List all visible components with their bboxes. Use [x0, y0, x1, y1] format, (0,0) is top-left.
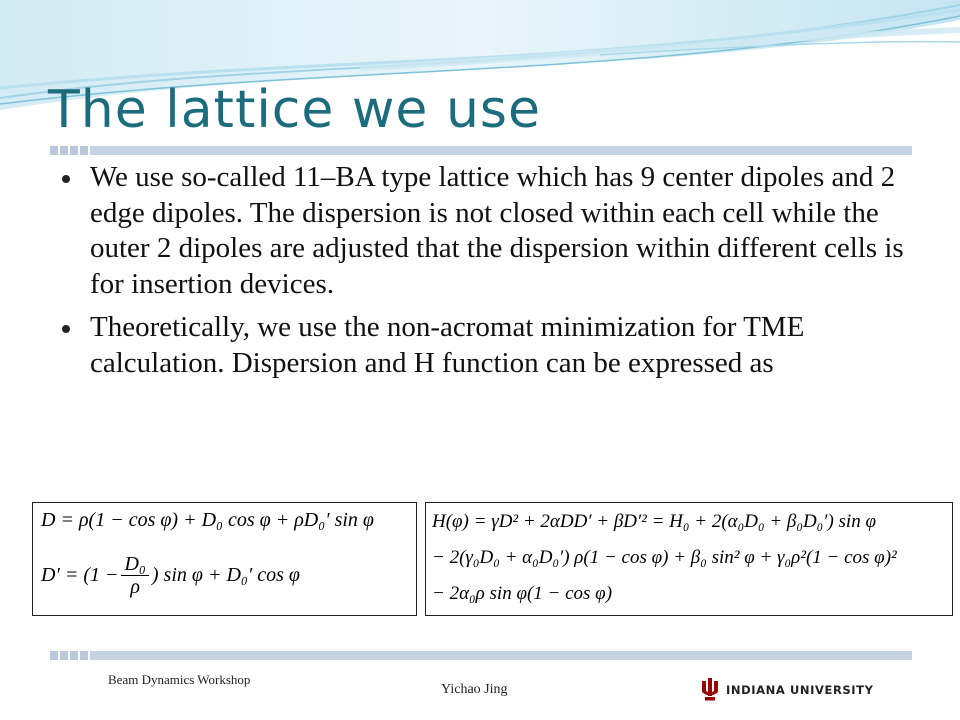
bullet-item	[60, 310, 920, 381]
dispersion-equations-box	[32, 502, 417, 616]
dispersion-equation: D = ρ(1 − cos φ) + D₀ cos φ + ρD₀′ sin φ	[41, 509, 374, 531]
h-function-line-1: H(φ) = γD² + 2αDD′ + βD′² = H₀ + 2(α₀D₀ + β₀D₀′) sin φ	[432, 511, 876, 532]
fraction	[121, 553, 148, 598]
title-divider	[50, 146, 912, 155]
bullet-item	[60, 160, 920, 302]
bullet-list	[60, 160, 920, 389]
equation-suffix: ) sin φ + D₀′ cos φ	[151, 564, 300, 586]
h-function-equations-box	[425, 502, 953, 616]
equation-prefix: D′ = (1 −	[41, 564, 119, 586]
dispersion-derivative-equation	[41, 553, 300, 598]
fraction-numerator: D₀	[121, 553, 148, 576]
h-function-line-2: − 2(γ₀D₀ + α₀D₀′) ρ(1 − cos φ) + β₀ sin² φ + γ₀ρ²(1 − cos φ)²	[432, 547, 897, 568]
fraction-denominator: ρ	[130, 576, 140, 598]
bullet-text: Theoretically, we use the non-acromat minimization for TME calculation. Dispersion and H function can be expressed as	[90, 311, 805, 379]
footer-author: Yichao Jing	[441, 682, 508, 697]
h-function-line-3: − 2α₀ρ sin φ(1 − cos φ)	[432, 583, 613, 604]
footer-divider	[50, 651, 912, 660]
iu-trident-icon	[700, 677, 720, 703]
footer-event: Beam Dynamics Workshop	[108, 672, 251, 687]
slide-title: The lattice we use	[48, 80, 541, 140]
bullet-dot-icon	[62, 325, 70, 333]
university-wordmark: INDIANA UNIVERSITY	[726, 683, 874, 697]
bullet-dot-icon	[62, 175, 70, 183]
bullet-text: We use so-called 11–BA type lattice which has 9 center dipoles and 2 edge dipoles. The dispersion is not closed within each cell while the outer 2 dipoles are adjusted that the dispersion within different cells is for insertion devices.	[90, 161, 904, 300]
